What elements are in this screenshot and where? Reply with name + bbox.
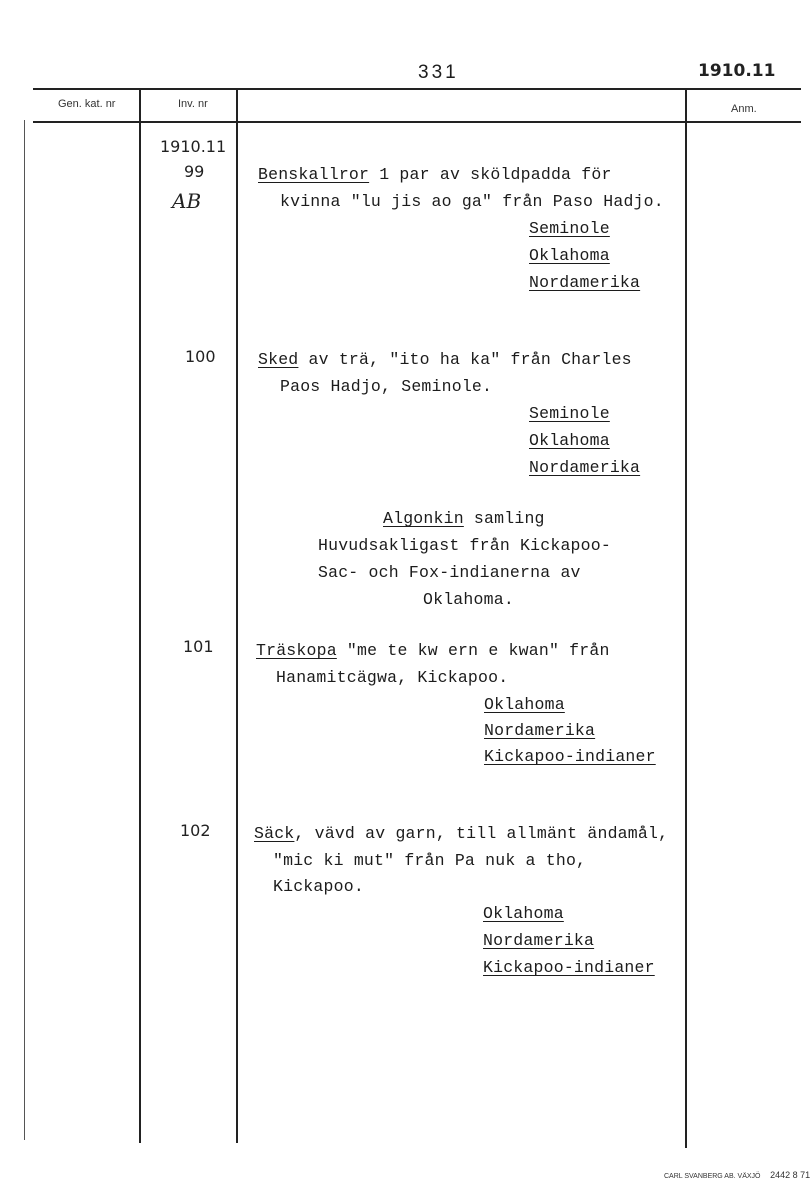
inv-number-102: 102 bbox=[180, 821, 211, 840]
inv-number-99: 99 bbox=[184, 162, 205, 181]
footer-code: 2442 8 71 bbox=[770, 1170, 810, 1180]
top-right-year: 1910.11 bbox=[698, 61, 776, 81]
column-header-anm: Anm. bbox=[731, 103, 757, 115]
entry-102-line-3: Kickapoo. bbox=[273, 877, 364, 896]
column-header-inv-nr: Inv. nr bbox=[178, 98, 208, 110]
entry-102-tag-2: Nordamerika bbox=[483, 931, 595, 950]
entry-101-desc-1: "me te kw ern e kwan" från bbox=[336, 641, 610, 660]
section-line-2: Huvudsakligast från Kickapoo- bbox=[318, 536, 611, 555]
footer-printer: CARL SVANBERG AB. VÄXJÖ bbox=[664, 1173, 761, 1180]
section-line-4: Oklahoma. bbox=[423, 590, 514, 609]
column-divider-anm bbox=[685, 88, 687, 1148]
section-line-3: Sac- och Fox-indianerna av bbox=[318, 563, 581, 582]
entry-100-term: Sked bbox=[258, 350, 299, 369]
footer-print-mark bbox=[664, 1165, 810, 1183]
section-line-1-rest: samling bbox=[463, 509, 545, 528]
entry-100-tag-3: Nordamerika bbox=[529, 458, 641, 477]
year-label: 1910.11 bbox=[160, 137, 227, 156]
entry-99-term: Benskallror bbox=[258, 165, 370, 184]
inv-number-100: 100 bbox=[185, 347, 216, 366]
entry-100-tag-1: Seminole bbox=[529, 404, 610, 423]
entry-100-desc-1: av trä, "ito ha ka" från Charles bbox=[298, 350, 632, 369]
entry-100-line-2: Paos Hadjo, Seminole. bbox=[280, 377, 493, 396]
inv-number-101: 101 bbox=[183, 637, 214, 656]
entry-99-tag-3: Nordamerika bbox=[529, 273, 641, 292]
handwritten-mark: AB bbox=[172, 189, 202, 213]
entry-100-line-1 bbox=[258, 350, 632, 369]
section-line-1 bbox=[383, 509, 545, 528]
entry-102-line-1 bbox=[254, 824, 668, 843]
column-divider-inv bbox=[236, 88, 238, 1143]
column-divider-gen bbox=[139, 88, 141, 1143]
column-header-gen-kat-nr: Gen. kat. nr bbox=[58, 98, 116, 110]
section-term: Algonkin bbox=[383, 509, 464, 528]
entry-102-desc-1: , vävd av garn, till allmänt ändamål, bbox=[294, 824, 669, 843]
entry-100-tag-2: Oklahoma bbox=[529, 431, 610, 450]
entry-101-tag-3: Kickapoo-indianer bbox=[484, 747, 656, 766]
entry-99-line-2: kvinna "lu jis ao ga" från Paso Hadjo. bbox=[280, 192, 664, 211]
entry-101-line-1 bbox=[256, 641, 610, 660]
entry-99-line-1 bbox=[258, 165, 612, 184]
entry-102-tag-3: Kickapoo-indianer bbox=[483, 958, 655, 977]
entry-102-term: Säck bbox=[254, 824, 295, 843]
entry-99-tag-2: Oklahoma bbox=[529, 246, 610, 265]
entry-102-tag-1: Oklahoma bbox=[483, 904, 564, 923]
page-number: 331 bbox=[418, 62, 459, 83]
entry-99-desc-1: 1 par av sköldpadda för bbox=[369, 165, 612, 184]
entry-102-line-2: "mic ki mut" från Pa nuk a tho, bbox=[273, 851, 587, 870]
entry-101-line-2: Hanamitcägwa, Kickapoo. bbox=[276, 668, 509, 687]
entry-99-tag-1: Seminole bbox=[529, 219, 610, 238]
column-left-edge bbox=[24, 120, 25, 1140]
entry-101-term: Träskopa bbox=[256, 641, 337, 660]
entry-101-tag-2: Nordamerika bbox=[484, 721, 596, 740]
entry-101-tag-1: Oklahoma bbox=[484, 695, 565, 714]
